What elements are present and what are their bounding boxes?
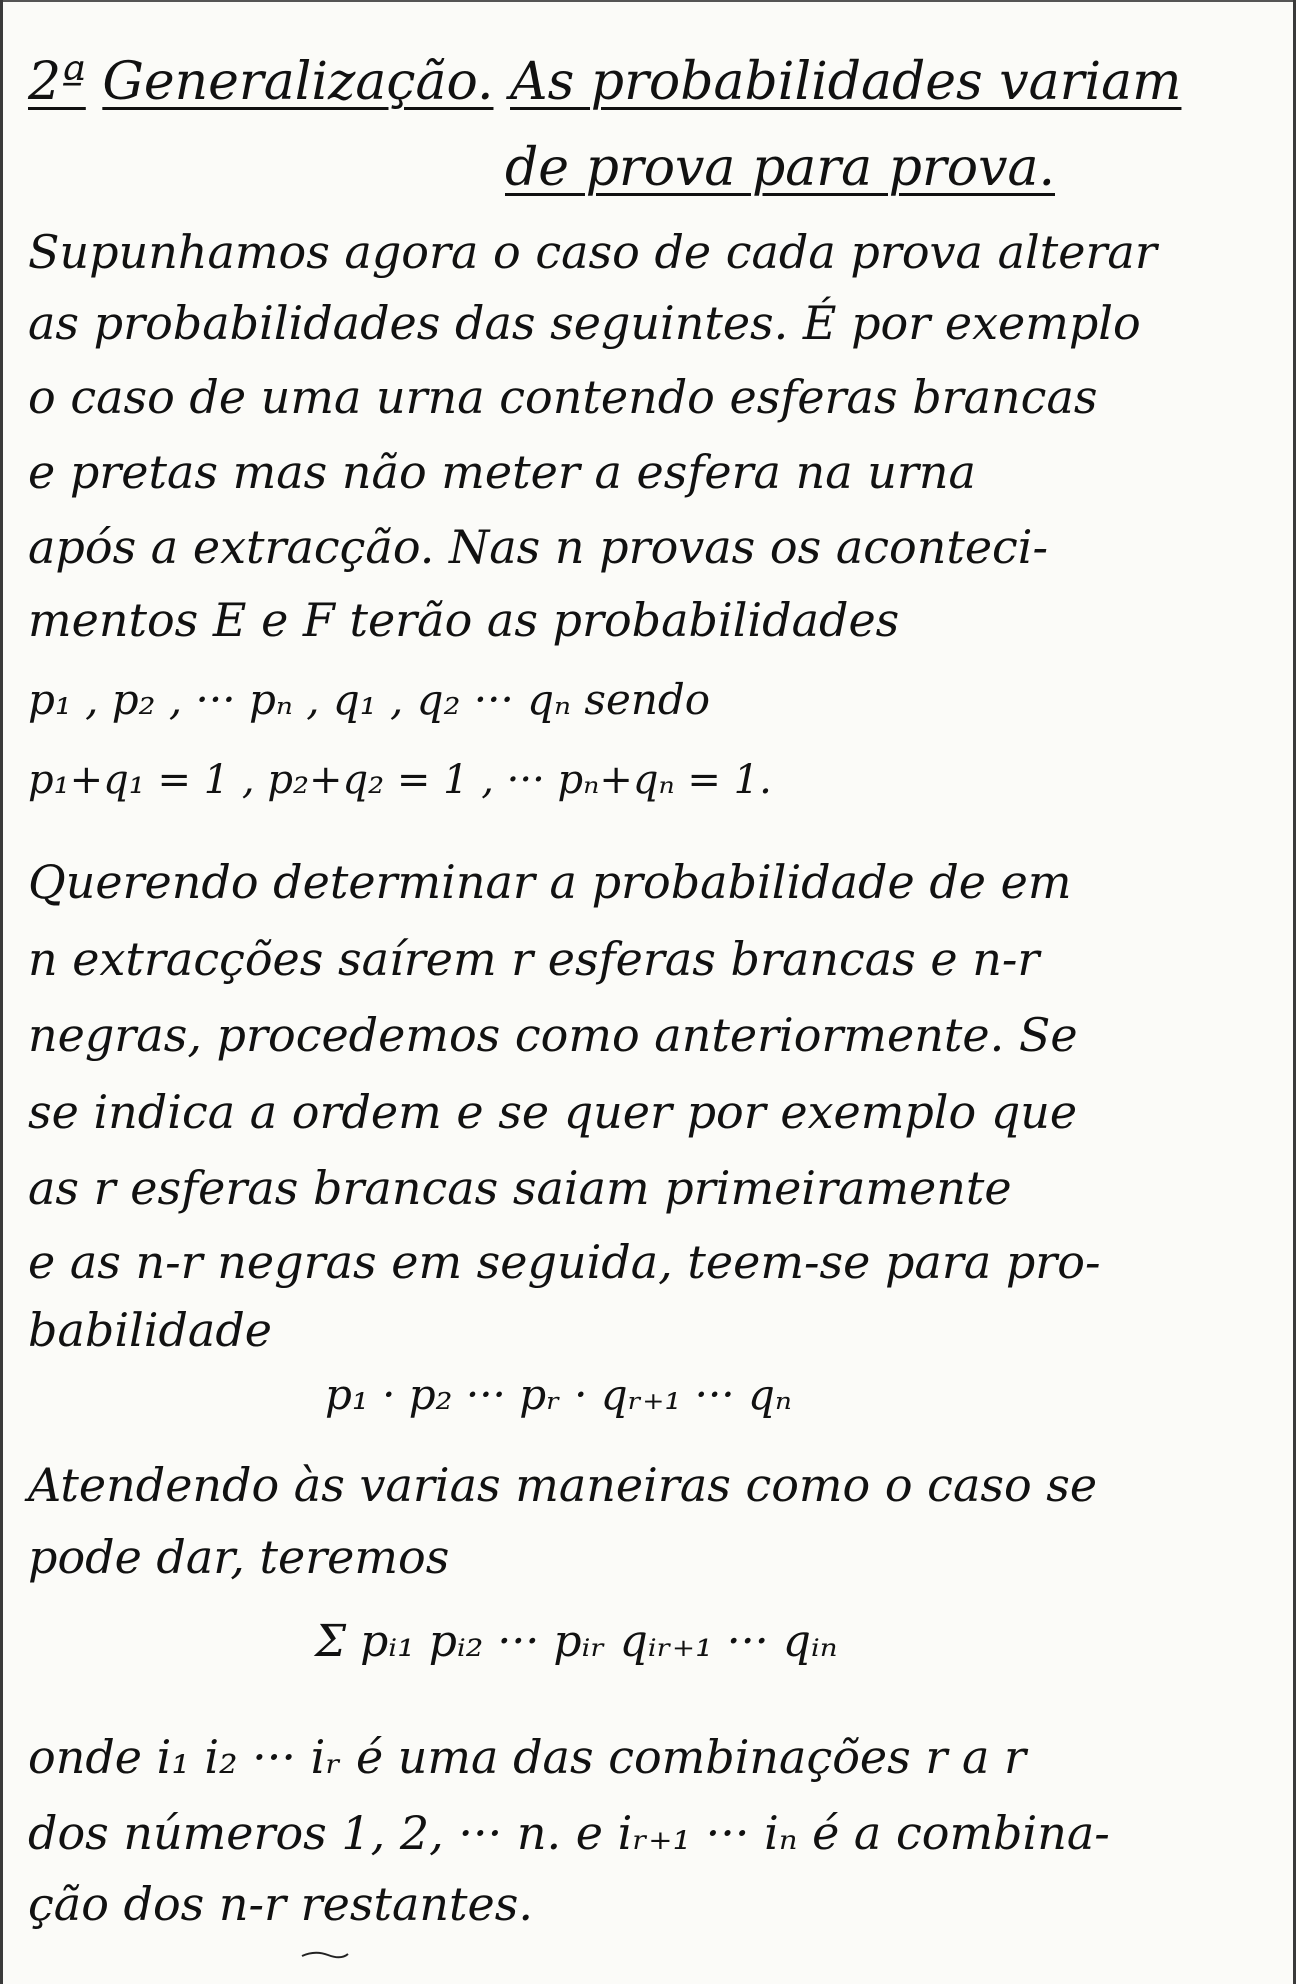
text-line: Querendo determinar a probabilidade de em <box>28 855 1072 909</box>
text-line: e as n-r negras em seguida, teem-se para pro- <box>28 1235 1101 1289</box>
page-edge-left <box>0 0 3 1984</box>
text-line: após a extracção. Nas n provas os aconteci- <box>28 520 1049 574</box>
title-number: 2ª <box>28 52 86 112</box>
title-subtitle-part2: de prova para prova. <box>505 138 1055 198</box>
text-line: n extracções saírem r esferas brancas e n-r <box>28 932 1040 986</box>
text-line: babilidade <box>28 1303 272 1357</box>
text-line: ção dos n-r restantes. <box>28 1877 533 1931</box>
formula-sums-equal-one: p₁+q₁ = 1 , p₂+q₂ = 1 , ··· pₙ+qₙ = 1. <box>28 757 772 803</box>
title-line-2 <box>505 138 1055 198</box>
formula-product: p₁ · p₂ ··· pᵣ · qᵣ₊₁ ··· qₙ <box>325 1370 792 1419</box>
ink-mark <box>300 1948 350 1960</box>
text-line: o caso de uma urna contendo esferas brancas <box>28 370 1098 424</box>
text-line: as probabilidades das seguintes. É por exemplo <box>28 296 1141 350</box>
text-line: dos números 1, 2, ··· n. e iᵣ₊₁ ··· iₙ é a combina- <box>28 1806 1110 1860</box>
text-line: onde i₁ i₂ ··· iᵣ é uma das combinações r a r <box>28 1730 1027 1784</box>
title-word: Generalização. <box>102 52 494 112</box>
text-line: mentos E e F terão as probabilidades <box>28 593 900 647</box>
title-line <box>28 52 1181 112</box>
page-edge-top <box>0 0 1296 2</box>
text-line: e pretas mas não meter a esfera na urna <box>28 445 976 499</box>
text-line: Atendendo às varias maneiras como o caso se <box>28 1458 1098 1512</box>
title-subtitle-part1: As probabilidades variam <box>510 52 1182 112</box>
text-line: se indica a ordem e se quer por exemplo que <box>28 1085 1078 1139</box>
text-line: as r esferas brancas saiam primeiramente <box>28 1161 1012 1215</box>
text-line: pode dar, teremos <box>28 1530 450 1584</box>
formula-sum: Σ pᵢ₁ pᵢ₂ ··· pᵢᵣ qᵢᵣ₊₁ ··· qᵢₙ <box>315 1616 838 1667</box>
text-line: negras, procedemos como anteriormente. Se <box>28 1008 1078 1062</box>
text-line: Supunhamos agora o caso de cada prova alterar <box>28 225 1157 279</box>
formula-probabilities-list: p₁ , p₂ , ··· pₙ , q₁ , q₂ ··· qₙ sendo <box>28 675 711 724</box>
